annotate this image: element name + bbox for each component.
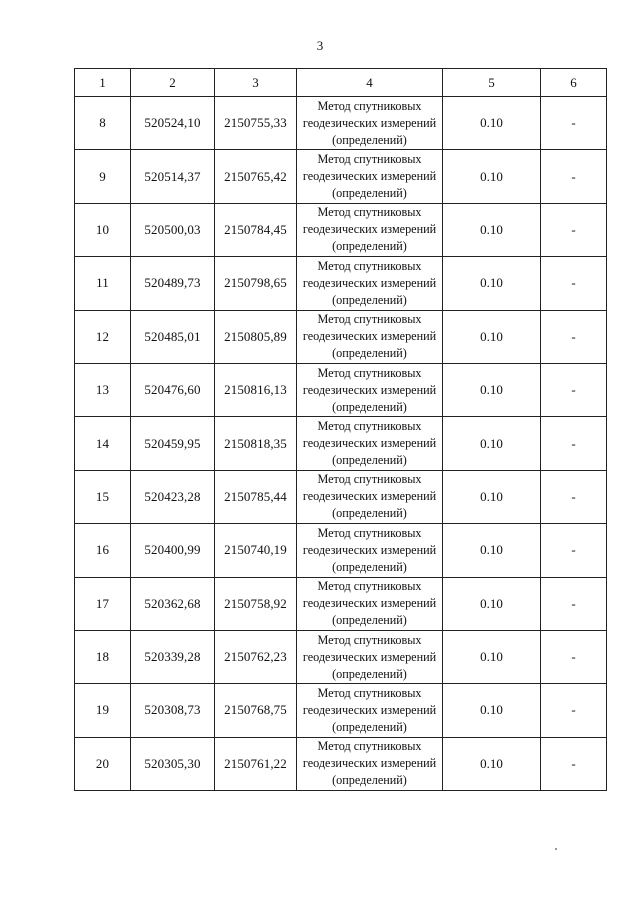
method-line: Метод спутниковых <box>317 632 422 647</box>
note-cell: - <box>541 630 607 683</box>
table-row <box>75 363 607 416</box>
x-coordinate-cell: 520339,28 <box>131 630 215 683</box>
table-row <box>75 577 607 630</box>
x-coordinate-cell: 520362,68 <box>131 577 215 630</box>
point-number-cell: 10 <box>75 203 131 256</box>
method-cell <box>297 150 443 203</box>
accuracy-cell: 0.10 <box>443 150 541 203</box>
point-number-cell: 13 <box>75 363 131 416</box>
method-line: (определений) <box>332 559 407 574</box>
x-coordinate-cell: 520514,37 <box>131 150 215 203</box>
y-coordinate-cell: 2150785,44 <box>215 470 297 523</box>
x-coordinate-cell: 520308,73 <box>131 684 215 737</box>
x-coordinate-cell: 520400,99 <box>131 524 215 577</box>
method-line: геодезических измерений <box>302 382 437 397</box>
method-line: геодезических измерений <box>302 222 437 237</box>
accuracy-cell: 0.10 <box>443 630 541 683</box>
x-coordinate-cell: 520423,28 <box>131 470 215 523</box>
point-number-cell: 12 <box>75 310 131 363</box>
accuracy-cell: 0.10 <box>443 737 541 790</box>
table-row <box>75 630 607 683</box>
table-row <box>75 310 607 363</box>
method-line: Метод спутниковых <box>317 365 422 380</box>
point-number-cell: 18 <box>75 630 131 683</box>
column-header: 3 <box>215 69 297 97</box>
accuracy-cell: 0.10 <box>443 97 541 150</box>
method-line: Метод спутниковых <box>317 205 422 220</box>
method-cell <box>297 577 443 630</box>
table-body <box>75 97 607 791</box>
method-line: (определений) <box>332 666 407 681</box>
method-line: геодезических измерений <box>302 702 437 717</box>
method-cell <box>297 257 443 310</box>
table-row <box>75 257 607 310</box>
table-row <box>75 684 607 737</box>
y-coordinate-cell: 2150768,75 <box>215 684 297 737</box>
note-cell: - <box>541 417 607 470</box>
y-coordinate-cell: 2150755,33 <box>215 97 297 150</box>
table-row <box>75 524 607 577</box>
x-coordinate-cell: 520524,10 <box>131 97 215 150</box>
table-row <box>75 417 607 470</box>
method-line: Метод спутниковых <box>317 579 422 594</box>
table-row <box>75 97 607 150</box>
method-line: геодезических измерений <box>302 169 437 184</box>
column-header: 4 <box>297 69 443 97</box>
y-coordinate-cell: 2150740,19 <box>215 524 297 577</box>
method-line: Метод спутниковых <box>317 472 422 487</box>
method-line: геодезических измерений <box>302 329 437 344</box>
x-coordinate-cell: 520489,73 <box>131 257 215 310</box>
method-line: Метод спутниковых <box>317 258 422 273</box>
table-row <box>75 203 607 256</box>
accuracy-cell: 0.10 <box>443 363 541 416</box>
method-line: (определений) <box>332 719 407 734</box>
method-line: (определений) <box>332 773 407 788</box>
method-line: геодезических измерений <box>302 756 437 771</box>
method-line: (определений) <box>332 292 407 307</box>
table-row <box>75 737 607 790</box>
x-coordinate-cell: 520459,95 <box>131 417 215 470</box>
table-row <box>75 150 607 203</box>
method-line: Метод спутниковых <box>317 152 422 167</box>
method-line: (определений) <box>332 239 407 254</box>
method-line: (определений) <box>332 453 407 468</box>
x-coordinate-cell: 520485,01 <box>131 310 215 363</box>
note-cell: - <box>541 97 607 150</box>
note-cell: - <box>541 684 607 737</box>
y-coordinate-cell: 2150761,22 <box>215 737 297 790</box>
method-line: Метод спутниковых <box>317 739 422 754</box>
point-number-cell: 15 <box>75 470 131 523</box>
scan-speck <box>555 848 557 850</box>
accuracy-cell: 0.10 <box>443 524 541 577</box>
method-cell <box>297 363 443 416</box>
note-cell: - <box>541 257 607 310</box>
method-cell <box>297 203 443 256</box>
note-cell: - <box>541 203 607 256</box>
method-cell <box>297 524 443 577</box>
method-line: Метод спутниковых <box>317 685 422 700</box>
accuracy-cell: 0.10 <box>443 577 541 630</box>
accuracy-cell: 0.10 <box>443 417 541 470</box>
note-cell: - <box>541 737 607 790</box>
note-cell: - <box>541 577 607 630</box>
point-number-cell: 8 <box>75 97 131 150</box>
y-coordinate-cell: 2150798,65 <box>215 257 297 310</box>
point-number-cell: 16 <box>75 524 131 577</box>
y-coordinate-cell: 2150765,42 <box>215 150 297 203</box>
method-line: (определений) <box>332 132 407 147</box>
method-line: (определений) <box>332 399 407 414</box>
coordinates-table <box>74 68 607 791</box>
note-cell: - <box>541 524 607 577</box>
accuracy-cell: 0.10 <box>443 257 541 310</box>
method-line: Метод спутниковых <box>317 525 422 540</box>
point-number-cell: 14 <box>75 417 131 470</box>
column-header: 5 <box>443 69 541 97</box>
method-cell <box>297 310 443 363</box>
method-line: (определений) <box>332 186 407 201</box>
point-number-cell: 11 <box>75 257 131 310</box>
x-coordinate-cell: 520476,60 <box>131 363 215 416</box>
column-header: 1 <box>75 69 131 97</box>
note-cell: - <box>541 310 607 363</box>
accuracy-cell: 0.10 <box>443 203 541 256</box>
y-coordinate-cell: 2150758,92 <box>215 577 297 630</box>
accuracy-cell: 0.10 <box>443 470 541 523</box>
point-number-cell: 17 <box>75 577 131 630</box>
page-number: 3 <box>316 38 324 53</box>
point-number-cell: 19 <box>75 684 131 737</box>
column-header: 2 <box>131 69 215 97</box>
method-line: (определений) <box>332 346 407 361</box>
table-header-row <box>75 69 607 97</box>
method-line: Метод спутниковых <box>317 312 422 327</box>
point-number-cell: 20 <box>75 737 131 790</box>
method-line: геодезических измерений <box>302 649 437 664</box>
method-line: (определений) <box>332 613 407 628</box>
method-line: геодезических измерений <box>302 542 437 557</box>
note-cell: - <box>541 470 607 523</box>
method-line: Метод спутниковых <box>317 98 422 113</box>
y-coordinate-cell: 2150816,13 <box>215 363 297 416</box>
method-cell <box>297 630 443 683</box>
note-cell: - <box>541 363 607 416</box>
y-coordinate-cell: 2150805,89 <box>215 310 297 363</box>
method-cell <box>297 684 443 737</box>
method-cell <box>297 470 443 523</box>
accuracy-cell: 0.10 <box>443 684 541 737</box>
method-line: геодезических измерений <box>302 489 437 504</box>
y-coordinate-cell: 2150784,45 <box>215 203 297 256</box>
x-coordinate-cell: 520305,30 <box>131 737 215 790</box>
method-line: (определений) <box>332 506 407 521</box>
method-line: геодезических измерений <box>302 275 437 290</box>
point-number-cell: 9 <box>75 150 131 203</box>
method-line: геодезических измерений <box>302 596 437 611</box>
accuracy-cell: 0.10 <box>443 310 541 363</box>
note-cell: - <box>541 150 607 203</box>
y-coordinate-cell: 2150818,35 <box>215 417 297 470</box>
method-cell <box>297 97 443 150</box>
x-coordinate-cell: 520500,03 <box>131 203 215 256</box>
method-cell <box>297 737 443 790</box>
y-coordinate-cell: 2150762,23 <box>215 630 297 683</box>
method-cell <box>297 417 443 470</box>
method-line: геодезических измерений <box>302 115 437 130</box>
table-row <box>75 470 607 523</box>
method-line: геодезических измерений <box>302 436 437 451</box>
method-line: Метод спутниковых <box>317 419 422 434</box>
column-header: 6 <box>541 69 607 97</box>
